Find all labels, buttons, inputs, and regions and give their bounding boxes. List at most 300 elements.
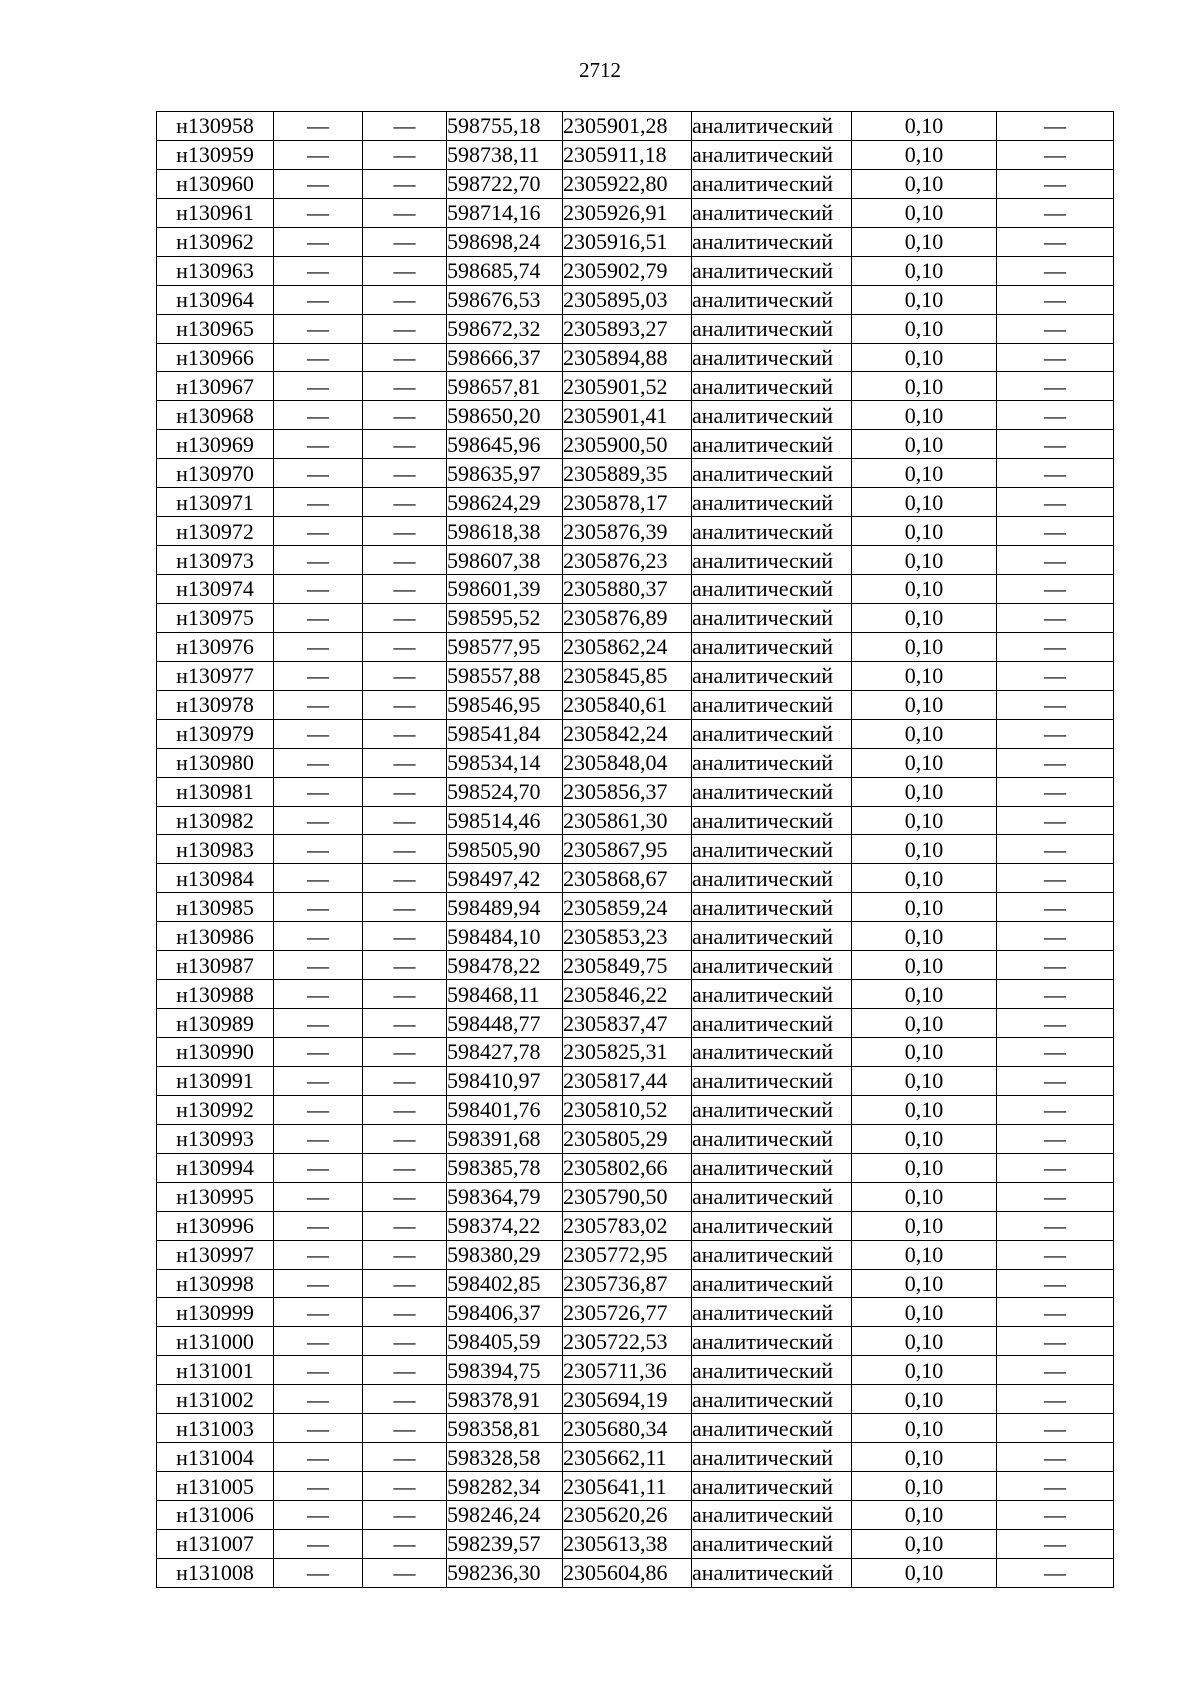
point-id-cell: н130973	[157, 546, 274, 575]
x-coordinate-cell: 598534,14	[447, 748, 563, 777]
table-row	[157, 603, 1114, 632]
point-id-cell: н130983	[157, 835, 274, 864]
x-coordinate-cell: 598391,68	[447, 1124, 563, 1153]
x-coordinate-cell: 598595,52	[447, 603, 563, 632]
point-id-cell: н130967	[157, 372, 274, 401]
table-row	[157, 632, 1114, 661]
old-y-cell: —	[363, 1472, 447, 1501]
method-cell: аналитический	[692, 546, 852, 575]
old-x-cell: —	[274, 1443, 363, 1472]
point-id-cell: н130990	[157, 1038, 274, 1067]
table-row	[157, 719, 1114, 748]
y-coordinate-cell: 2305736,87	[563, 1269, 692, 1298]
x-coordinate-cell: 598524,70	[447, 777, 563, 806]
accuracy-cell: 0,10	[852, 517, 997, 546]
old-x-cell: —	[274, 1356, 363, 1385]
point-id-cell: н130997	[157, 1240, 274, 1269]
old-y-cell: —	[363, 1269, 447, 1298]
table-row	[157, 1501, 1114, 1530]
old-x-cell: —	[274, 1211, 363, 1240]
table-row	[157, 1038, 1114, 1067]
x-coordinate-cell: 598546,95	[447, 690, 563, 719]
x-coordinate-cell: 598607,38	[447, 546, 563, 575]
description-cell: —	[997, 430, 1114, 459]
old-y-cell: —	[363, 169, 447, 198]
point-id-cell: н130970	[157, 459, 274, 488]
method-cell: аналитический	[692, 227, 852, 256]
old-y-cell: —	[363, 488, 447, 517]
accuracy-cell: 0,10	[852, 430, 997, 459]
table-row	[157, 661, 1114, 690]
old-x-cell: —	[274, 314, 363, 343]
y-coordinate-cell: 2305848,04	[563, 748, 692, 777]
point-id-cell: н130959	[157, 140, 274, 169]
description-cell: —	[997, 372, 1114, 401]
description-cell: —	[997, 1501, 1114, 1530]
accuracy-cell: 0,10	[852, 632, 997, 661]
table-row	[157, 285, 1114, 314]
old-x-cell: —	[274, 719, 363, 748]
y-coordinate-cell: 2305911,18	[563, 140, 692, 169]
old-x-cell: —	[274, 1182, 363, 1211]
point-id-cell: н130993	[157, 1124, 274, 1153]
y-coordinate-cell: 2305810,52	[563, 1095, 692, 1124]
y-coordinate-cell: 2305889,35	[563, 459, 692, 488]
table-row	[157, 140, 1114, 169]
x-coordinate-cell: 598468,11	[447, 980, 563, 1009]
old-x-cell: —	[274, 980, 363, 1009]
old-y-cell: —	[363, 517, 447, 546]
old-x-cell: —	[274, 112, 363, 141]
old-y-cell: —	[363, 835, 447, 864]
accuracy-cell: 0,10	[852, 893, 997, 922]
y-coordinate-cell: 2305868,67	[563, 864, 692, 893]
table-body	[157, 112, 1114, 1588]
accuracy-cell: 0,10	[852, 1529, 997, 1558]
table-row	[157, 835, 1114, 864]
old-x-cell: —	[274, 603, 363, 632]
y-coordinate-cell: 2305893,27	[563, 314, 692, 343]
old-y-cell: —	[363, 951, 447, 980]
old-y-cell: —	[363, 343, 447, 372]
method-cell: аналитический	[692, 140, 852, 169]
accuracy-cell: 0,10	[852, 1269, 997, 1298]
old-x-cell: —	[274, 690, 363, 719]
description-cell: —	[997, 459, 1114, 488]
table-row	[157, 806, 1114, 835]
method-cell: аналитический	[692, 372, 852, 401]
table-row	[157, 459, 1114, 488]
table-row	[157, 343, 1114, 372]
point-id-cell: н130995	[157, 1182, 274, 1211]
method-cell: аналитический	[692, 835, 852, 864]
point-id-cell: н130985	[157, 893, 274, 922]
old-x-cell: —	[274, 517, 363, 546]
x-coordinate-cell: 598246,24	[447, 1501, 563, 1530]
method-cell: аналитический	[692, 314, 852, 343]
method-cell: аналитический	[692, 603, 852, 632]
old-y-cell: —	[363, 1009, 447, 1038]
table-row	[157, 1153, 1114, 1182]
accuracy-cell: 0,10	[852, 169, 997, 198]
point-id-cell: н130965	[157, 314, 274, 343]
x-coordinate-cell: 598738,11	[447, 140, 563, 169]
table-row	[157, 777, 1114, 806]
y-coordinate-cell: 2305845,85	[563, 661, 692, 690]
old-x-cell: —	[274, 777, 363, 806]
accuracy-cell: 0,10	[852, 661, 997, 690]
point-id-cell: н130998	[157, 1269, 274, 1298]
y-coordinate-cell: 2305802,66	[563, 1153, 692, 1182]
old-y-cell: —	[363, 1182, 447, 1211]
description-cell: —	[997, 835, 1114, 864]
old-y-cell: —	[363, 314, 447, 343]
method-cell: аналитический	[692, 1501, 852, 1530]
accuracy-cell: 0,10	[852, 719, 997, 748]
method-cell: аналитический	[692, 1443, 852, 1472]
old-y-cell: —	[363, 1414, 447, 1443]
old-x-cell: —	[274, 372, 363, 401]
method-cell: аналитический	[692, 575, 852, 604]
old-x-cell: —	[274, 1009, 363, 1038]
point-id-cell: н130984	[157, 864, 274, 893]
old-x-cell: —	[274, 459, 363, 488]
accuracy-cell: 0,10	[852, 806, 997, 835]
accuracy-cell: 0,10	[852, 1211, 997, 1240]
old-x-cell: —	[274, 864, 363, 893]
accuracy-cell: 0,10	[852, 1414, 997, 1443]
table-row	[157, 546, 1114, 575]
description-cell: —	[997, 314, 1114, 343]
old-y-cell: —	[363, 748, 447, 777]
accuracy-cell: 0,10	[852, 922, 997, 951]
description-cell: —	[997, 1211, 1114, 1240]
method-cell: аналитический	[692, 430, 852, 459]
point-id-cell: н130974	[157, 575, 274, 604]
x-coordinate-cell: 598505,90	[447, 835, 563, 864]
point-id-cell: н131006	[157, 1501, 274, 1530]
y-coordinate-cell: 2305694,19	[563, 1385, 692, 1414]
point-id-cell: н131000	[157, 1327, 274, 1356]
description-cell: —	[997, 1298, 1114, 1327]
accuracy-cell: 0,10	[852, 1472, 997, 1501]
description-cell: —	[997, 806, 1114, 835]
accuracy-cell: 0,10	[852, 864, 997, 893]
x-coordinate-cell: 598236,30	[447, 1558, 563, 1587]
old-x-cell: —	[274, 1066, 363, 1095]
old-x-cell: —	[274, 748, 363, 777]
old-y-cell: —	[363, 1443, 447, 1472]
y-coordinate-cell: 2305853,23	[563, 922, 692, 951]
accuracy-cell: 0,10	[852, 112, 997, 141]
table-row	[157, 1211, 1114, 1240]
old-y-cell: —	[363, 575, 447, 604]
description-cell: —	[997, 864, 1114, 893]
x-coordinate-cell: 598714,16	[447, 198, 563, 227]
old-x-cell: —	[274, 893, 363, 922]
accuracy-cell: 0,10	[852, 1038, 997, 1067]
y-coordinate-cell: 2305876,39	[563, 517, 692, 546]
old-y-cell: —	[363, 1240, 447, 1269]
point-id-cell: н130964	[157, 285, 274, 314]
method-cell: аналитический	[692, 661, 852, 690]
accuracy-cell: 0,10	[852, 777, 997, 806]
description-cell: —	[997, 1269, 1114, 1298]
old-y-cell: —	[363, 1066, 447, 1095]
table-row	[157, 430, 1114, 459]
accuracy-cell: 0,10	[852, 1501, 997, 1530]
old-y-cell: —	[363, 777, 447, 806]
accuracy-cell: 0,10	[852, 951, 997, 980]
method-cell: аналитический	[692, 951, 852, 980]
y-coordinate-cell: 2305867,95	[563, 835, 692, 864]
old-x-cell: —	[274, 256, 363, 285]
x-coordinate-cell: 598401,76	[447, 1095, 563, 1124]
x-coordinate-cell: 598755,18	[447, 112, 563, 141]
accuracy-cell: 0,10	[852, 401, 997, 430]
description-cell: —	[997, 719, 1114, 748]
accuracy-cell: 0,10	[852, 1240, 997, 1269]
method-cell: аналитический	[692, 1356, 852, 1385]
old-y-cell: —	[363, 1298, 447, 1327]
old-x-cell: —	[274, 1529, 363, 1558]
method-cell: аналитический	[692, 488, 852, 517]
accuracy-cell: 0,10	[852, 488, 997, 517]
method-cell: аналитический	[692, 1211, 852, 1240]
point-id-cell: н130976	[157, 632, 274, 661]
point-id-cell: н131004	[157, 1443, 274, 1472]
y-coordinate-cell: 2305900,50	[563, 430, 692, 459]
table-row	[157, 1124, 1114, 1153]
point-id-cell: н130972	[157, 517, 274, 546]
point-id-cell: н130988	[157, 980, 274, 1009]
method-cell: аналитический	[692, 198, 852, 227]
method-cell: аналитический	[692, 285, 852, 314]
x-coordinate-cell: 598239,57	[447, 1529, 563, 1558]
accuracy-cell: 0,10	[852, 690, 997, 719]
y-coordinate-cell: 2305901,28	[563, 112, 692, 141]
table-row	[157, 488, 1114, 517]
x-coordinate-cell: 598514,46	[447, 806, 563, 835]
description-cell: —	[997, 1066, 1114, 1095]
old-y-cell: —	[363, 401, 447, 430]
accuracy-cell: 0,10	[852, 1298, 997, 1327]
description-cell: —	[997, 1443, 1114, 1472]
point-id-cell: н131002	[157, 1385, 274, 1414]
old-x-cell: —	[274, 1269, 363, 1298]
point-id-cell: н130987	[157, 951, 274, 980]
old-y-cell: —	[363, 1153, 447, 1182]
y-coordinate-cell: 2305856,37	[563, 777, 692, 806]
method-cell: аналитический	[692, 169, 852, 198]
y-coordinate-cell: 2305842,24	[563, 719, 692, 748]
table-row	[157, 980, 1114, 1009]
accuracy-cell: 0,10	[852, 1385, 997, 1414]
x-coordinate-cell: 598394,75	[447, 1356, 563, 1385]
description-cell: —	[997, 169, 1114, 198]
table-row	[157, 198, 1114, 227]
method-cell: аналитический	[692, 748, 852, 777]
method-cell: аналитический	[692, 922, 852, 951]
y-coordinate-cell: 2305880,37	[563, 575, 692, 604]
method-cell: аналитический	[692, 1472, 852, 1501]
x-coordinate-cell: 598497,42	[447, 864, 563, 893]
description-cell: —	[997, 1327, 1114, 1356]
point-id-cell: н130977	[157, 661, 274, 690]
method-cell: аналитический	[692, 1095, 852, 1124]
table-row	[157, 1066, 1114, 1095]
old-y-cell: —	[363, 1385, 447, 1414]
point-id-cell: н131003	[157, 1414, 274, 1443]
accuracy-cell: 0,10	[852, 1009, 997, 1038]
method-cell: аналитический	[692, 632, 852, 661]
description-cell: —	[997, 401, 1114, 430]
old-x-cell: —	[274, 632, 363, 661]
accuracy-cell: 0,10	[852, 1182, 997, 1211]
old-x-cell: —	[274, 661, 363, 690]
x-coordinate-cell: 598385,78	[447, 1153, 563, 1182]
description-cell: —	[997, 575, 1114, 604]
y-coordinate-cell: 2305620,26	[563, 1501, 692, 1530]
method-cell: аналитический	[692, 1124, 852, 1153]
x-coordinate-cell: 598328,58	[447, 1443, 563, 1472]
table-row	[157, 1443, 1114, 1472]
table-row	[157, 951, 1114, 980]
old-x-cell: —	[274, 488, 363, 517]
accuracy-cell: 0,10	[852, 1066, 997, 1095]
old-y-cell: —	[363, 864, 447, 893]
old-x-cell: —	[274, 1414, 363, 1443]
table-row	[157, 314, 1114, 343]
description-cell: —	[997, 980, 1114, 1009]
old-y-cell: —	[363, 1211, 447, 1240]
method-cell: аналитический	[692, 690, 852, 719]
x-coordinate-cell: 598624,29	[447, 488, 563, 517]
old-x-cell: —	[274, 835, 363, 864]
coordinates-table	[156, 111, 1114, 1588]
old-y-cell: —	[363, 893, 447, 922]
y-coordinate-cell: 2305840,61	[563, 690, 692, 719]
table-row	[157, 1529, 1114, 1558]
x-coordinate-cell: 598557,88	[447, 661, 563, 690]
description-cell: —	[997, 256, 1114, 285]
description-cell: —	[997, 112, 1114, 141]
description-cell: —	[997, 1414, 1114, 1443]
x-coordinate-cell: 598722,70	[447, 169, 563, 198]
y-coordinate-cell: 2305846,22	[563, 980, 692, 1009]
table-row	[157, 1327, 1114, 1356]
point-id-cell: н130958	[157, 112, 274, 141]
y-coordinate-cell: 2305662,11	[563, 1443, 692, 1472]
method-cell: аналитический	[692, 1385, 852, 1414]
old-y-cell: —	[363, 690, 447, 719]
point-id-cell: н130979	[157, 719, 274, 748]
y-coordinate-cell: 2305878,17	[563, 488, 692, 517]
method-cell: аналитический	[692, 893, 852, 922]
old-x-cell: —	[274, 575, 363, 604]
table-row	[157, 864, 1114, 893]
description-cell: —	[997, 517, 1114, 546]
method-cell: аналитический	[692, 1414, 852, 1443]
accuracy-cell: 0,10	[852, 980, 997, 1009]
y-coordinate-cell: 2305613,38	[563, 1529, 692, 1558]
accuracy-cell: 0,10	[852, 1095, 997, 1124]
point-id-cell: н130996	[157, 1211, 274, 1240]
description-cell: —	[997, 1529, 1114, 1558]
old-x-cell: —	[274, 1327, 363, 1356]
old-y-cell: —	[363, 1124, 447, 1153]
table-row	[157, 1095, 1114, 1124]
old-y-cell: —	[363, 1356, 447, 1385]
method-cell: аналитический	[692, 1153, 852, 1182]
method-cell: аналитический	[692, 1038, 852, 1067]
table-row	[157, 1240, 1114, 1269]
point-id-cell: н131005	[157, 1472, 274, 1501]
accuracy-cell: 0,10	[852, 603, 997, 632]
description-cell: —	[997, 603, 1114, 632]
old-y-cell: —	[363, 1327, 447, 1356]
y-coordinate-cell: 2305859,24	[563, 893, 692, 922]
old-y-cell: —	[363, 719, 447, 748]
accuracy-cell: 0,10	[852, 1356, 997, 1385]
accuracy-cell: 0,10	[852, 372, 997, 401]
old-y-cell: —	[363, 1095, 447, 1124]
table-row	[157, 1269, 1114, 1298]
method-cell: аналитический	[692, 980, 852, 1009]
old-x-cell: —	[274, 1095, 363, 1124]
y-coordinate-cell: 2305772,95	[563, 1240, 692, 1269]
table-row	[157, 1298, 1114, 1327]
description-cell: —	[997, 690, 1114, 719]
x-coordinate-cell: 598685,74	[447, 256, 563, 285]
y-coordinate-cell: 2305876,89	[563, 603, 692, 632]
point-id-cell: н130989	[157, 1009, 274, 1038]
old-y-cell: —	[363, 112, 447, 141]
accuracy-cell: 0,10	[852, 459, 997, 488]
table-row	[157, 372, 1114, 401]
y-coordinate-cell: 2305680,34	[563, 1414, 692, 1443]
description-cell: —	[997, 1385, 1114, 1414]
x-coordinate-cell: 598577,95	[447, 632, 563, 661]
accuracy-cell: 0,10	[852, 546, 997, 575]
x-coordinate-cell: 598650,20	[447, 401, 563, 430]
point-id-cell: н130994	[157, 1153, 274, 1182]
description-cell: —	[997, 748, 1114, 777]
description-cell: —	[997, 951, 1114, 980]
point-id-cell: н130966	[157, 343, 274, 372]
table-row	[157, 690, 1114, 719]
description-cell: —	[997, 1182, 1114, 1211]
point-id-cell: н131007	[157, 1529, 274, 1558]
table-row	[157, 1558, 1114, 1587]
x-coordinate-cell: 598378,91	[447, 1385, 563, 1414]
old-y-cell: —	[363, 546, 447, 575]
table-row	[157, 1385, 1114, 1414]
y-coordinate-cell: 2305894,88	[563, 343, 692, 372]
description-cell: —	[997, 140, 1114, 169]
accuracy-cell: 0,10	[852, 343, 997, 372]
old-x-cell: —	[274, 198, 363, 227]
x-coordinate-cell: 598645,96	[447, 430, 563, 459]
table-row	[157, 169, 1114, 198]
x-coordinate-cell: 598618,38	[447, 517, 563, 546]
description-cell: —	[997, 1153, 1114, 1182]
method-cell: аналитический	[692, 1240, 852, 1269]
old-x-cell: —	[274, 1385, 363, 1414]
description-cell: —	[997, 1558, 1114, 1587]
method-cell: аналитический	[692, 777, 852, 806]
old-y-cell: —	[363, 227, 447, 256]
